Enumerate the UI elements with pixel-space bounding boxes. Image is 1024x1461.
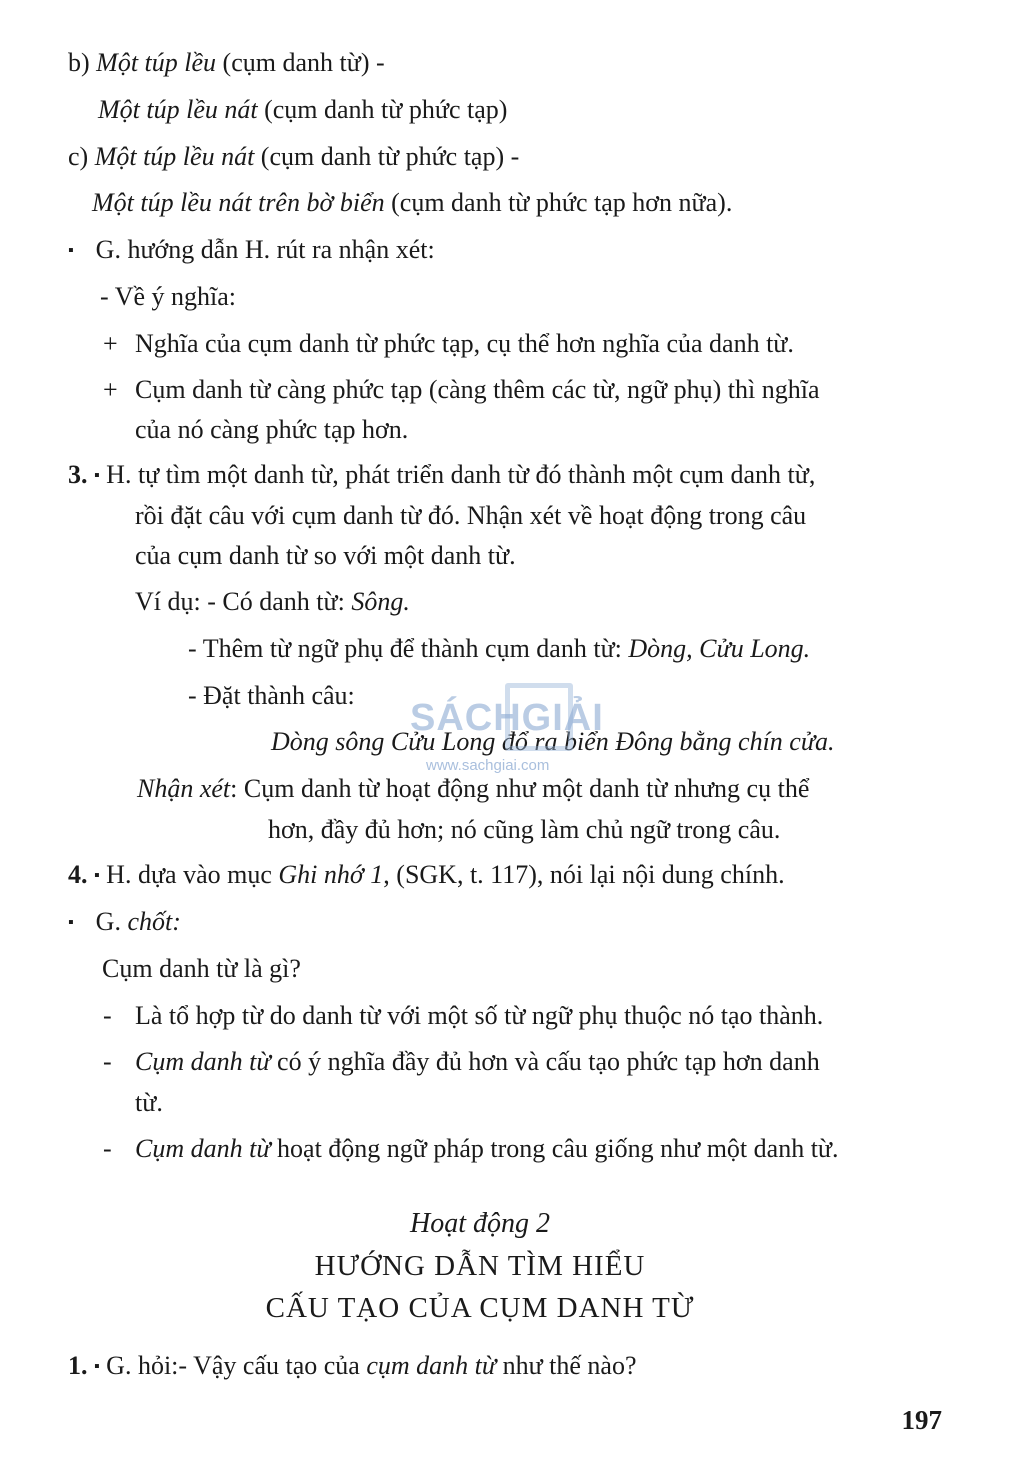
text: hơn, đầy đủ hơn; nó cũng làm chủ ngữ trong câu.	[268, 815, 781, 844]
text: Cụm danh từ là gì?	[102, 954, 301, 983]
question-line	[102, 952, 301, 986]
dash-item-2-text	[135, 1045, 820, 1079]
line-meaning	[100, 280, 236, 314]
text: (cụm danh từ) -	[216, 48, 385, 77]
text: như thế nào?	[496, 1351, 637, 1380]
item-3-cont-1	[135, 499, 806, 533]
line-b-2	[98, 93, 507, 127]
text-italic: Một túp lều	[96, 48, 217, 77]
text: Cụm danh từ càng phức tạp (càng thêm các từ, ngữ phụ) thì nghĩa	[135, 375, 820, 404]
text: hoạt động ngữ pháp trong câu giống như một danh từ.	[270, 1134, 839, 1163]
text-italic: Dòng, Cửu Long.	[628, 634, 811, 663]
plus-item-2	[103, 373, 118, 407]
text-italic: Sông.	[351, 587, 410, 616]
dash-item-1	[103, 999, 112, 1033]
text-italic: Cụm danh từ	[135, 1134, 271, 1163]
text-italic: Ghi nhớ 1	[278, 860, 384, 889]
plus-item-1-text	[135, 327, 794, 361]
text-italic: Nhận xét	[137, 774, 231, 803]
text: b)	[68, 48, 97, 77]
text: - Thêm từ ngữ phụ để thành cụm danh từ:	[188, 634, 629, 663]
text: Nghĩa của cụm danh từ phức tạp, cụ thể hơn nghĩa của danh từ.	[135, 329, 794, 358]
bullet-square-icon: ▪	[68, 914, 74, 931]
example-sentence	[271, 725, 835, 759]
item-number: 4.	[68, 860, 88, 889]
example-line-3	[188, 679, 355, 713]
text: H. dựa vào mục	[99, 860, 279, 889]
item-number: 1.	[68, 1351, 88, 1380]
text: của nó càng phức tạp hơn.	[135, 415, 409, 444]
dash-item-2-text-cont	[135, 1086, 163, 1120]
text: : Cụm danh từ hoạt động như một danh từ nhưng cụ thể	[230, 774, 810, 803]
bullet-square-icon: ▪	[94, 867, 100, 884]
section-heading-line-1: HƯỚNG DẪN TÌM HIỂU	[314, 1250, 646, 1282]
watermark-text: SÁCHGIẢI	[410, 697, 604, 739]
bullet-square-icon: ▪	[94, 467, 100, 484]
plus-item-2-text-cont	[135, 413, 408, 447]
bullet-square-icon: ▪	[68, 242, 74, 259]
text: Ví dụ: - Có danh từ:	[135, 587, 352, 616]
plus-item-2-text	[135, 373, 820, 407]
text-italic: Một túp lều nát	[98, 95, 258, 124]
text: rồi đặt câu với cụm danh từ đó. Nhận xét về hoạt động trong câu	[135, 501, 807, 530]
text-italic: Một túp lều nát trên bờ biển	[92, 188, 385, 217]
watermark-url: www.sachgiai.com	[426, 757, 550, 774]
section-heading-line-2: CẤU TẠO CỦA CỤM DANH TỪ	[265, 1292, 695, 1324]
text: (cụm danh từ phức tạp hơn nữa).	[384, 188, 733, 217]
text: Là tổ hợp từ do danh từ với một số từ ngữ phụ thuộc nó tạo thành.	[135, 1001, 824, 1030]
text: (cụm danh từ phức tạp)	[257, 95, 508, 124]
text: H. tự tìm một danh từ, phát triển danh từ đó thành một cụm danh từ,	[99, 460, 816, 489]
dash-marker: -	[103, 1047, 112, 1076]
line-c	[68, 140, 519, 174]
remark-line	[137, 772, 809, 806]
bullet-line	[68, 233, 435, 271]
plus-marker: +	[103, 375, 118, 404]
text: - Đặt thành câu:	[188, 681, 355, 710]
example-line-2	[188, 632, 810, 666]
text: (cụm danh từ phức tạp) -	[254, 142, 520, 171]
item-4	[68, 858, 785, 896]
item-number: 3.	[68, 460, 88, 489]
text: c)	[68, 142, 95, 171]
text: G.	[95, 907, 128, 936]
text: có ý nghĩa đầy đủ hơn và cấu tạo phức tạp hơn danh	[270, 1047, 820, 1076]
dash-item-3	[103, 1132, 112, 1166]
text-italic: Một túp lều nát	[94, 142, 255, 171]
text: , (SGK, t. 117), nói lại nội dung chính.	[383, 860, 785, 889]
item-3	[68, 458, 815, 496]
page-number: 197	[901, 1405, 942, 1435]
example-line	[135, 585, 410, 619]
dash-marker: -	[103, 1134, 112, 1163]
bullet-line-2	[68, 905, 181, 943]
text-italic: chốt:	[127, 907, 181, 936]
text-italic: Dòng sông Cửu Long đổ ra biển Đông bằng chín cửa.	[271, 727, 835, 756]
plus-item-1	[103, 327, 118, 361]
text-italic: cụm danh từ	[366, 1351, 497, 1380]
text: - Về ý nghĩa:	[100, 282, 236, 311]
section-subheading: Hoạt động 2	[410, 1208, 550, 1239]
dash-item-1-text	[135, 999, 823, 1033]
line-b	[68, 46, 385, 80]
item-1	[68, 1349, 637, 1387]
dash-item-3-text	[135, 1132, 839, 1166]
text-italic: Cụm danh từ	[135, 1047, 271, 1076]
text: G. hỏi:- Vậy cấu tạo của	[99, 1351, 367, 1380]
bullet-square-icon: ▪	[94, 1358, 100, 1375]
text: G. hướng dẫn H. rút ra nhận xét:	[95, 235, 435, 264]
plus-marker: +	[103, 329, 118, 358]
dash-marker: -	[103, 1001, 112, 1030]
item-3-cont-2	[135, 539, 516, 573]
remark-line-cont	[268, 813, 780, 847]
dash-item-2	[103, 1045, 112, 1079]
text: từ.	[135, 1088, 163, 1117]
line-c-2	[92, 186, 732, 220]
text: của cụm danh từ so với một danh từ.	[135, 541, 516, 570]
